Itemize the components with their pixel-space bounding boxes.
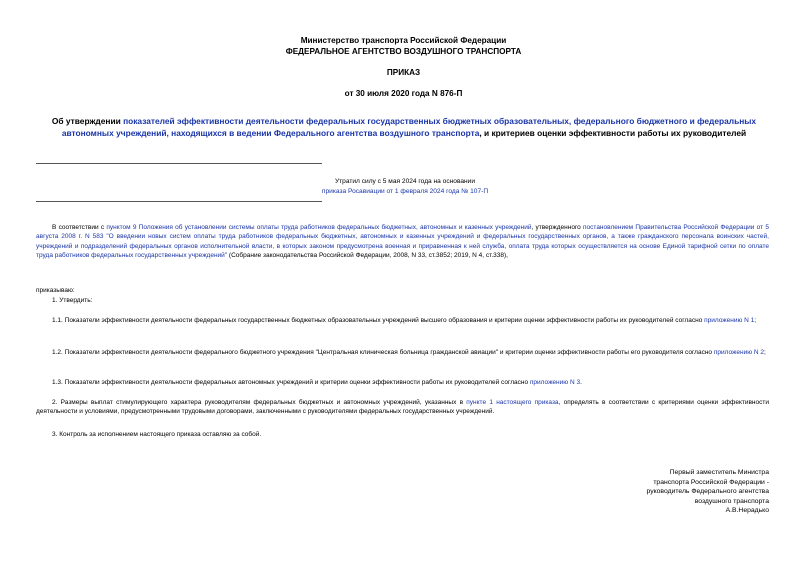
- item-2-text-1: 2. Размеры выплат стимулирующего характера руководителям федеральных бюджетных и автономных учреждений, указанных в: [52, 399, 467, 406]
- appendix-1-link[interactable]: приложению N 1: [704, 317, 755, 324]
- signature-line-3: руководитель Федерального агентства: [646, 488, 769, 496]
- preamble-text-2: , утвержденного: [531, 224, 584, 231]
- item-1-1: [36, 316, 769, 325]
- order-word: приказываю:: [36, 287, 75, 294]
- ministry-name: Министерство транспорта Российской Федерации: [300, 36, 507, 45]
- item-1-2-end: ;: [764, 349, 766, 356]
- item-1-3: [36, 378, 769, 387]
- signature-block: [569, 468, 769, 516]
- signature-line-2: транспорта Российской Федерации -: [653, 478, 769, 486]
- item-1-3-text: 1.3. Показатели эффективности деятельности федеральных автономных учреждений и критерии оценки эффективности работы их руководителей согласно: [52, 379, 530, 386]
- signature-line-4: воздушного транспорта: [694, 497, 769, 505]
- divider-bottom: [36, 201, 322, 202]
- signatory-name: А.В.Нерадько: [725, 507, 769, 515]
- preamble-text-3: (Собрание законодательства Российской Федерации, 2008, N 33, ст.3852; 2019, N 4, ст.338),: [227, 252, 508, 260]
- lost-force-note: [240, 177, 570, 197]
- item-1-3-end: .: [580, 379, 582, 386]
- item-1-1-text: 1.1. Показатели эффективности деятельности федеральных государственных бюджетных образовательных учреждений высшего образования и критерии оценки эффективности работы их руководителей согласно: [52, 317, 705, 324]
- title-link[interactable]: показателей эффективности деятельности федеральных государственных бюджетных образовательных, федерального бюджетного и федеральных автономных учреждений, находящихся в ведении Федерального агентства воздушного транспорта: [61, 116, 757, 138]
- preamble-text-1: В соответствии с: [52, 224, 107, 231]
- divider-top: [36, 163, 322, 164]
- item-1: 1. Утвердить:: [52, 297, 93, 304]
- appendix-3-link[interactable]: приложению N 3: [529, 379, 581, 386]
- item-2-text-2: , определять в соответствии с критериями оценки эффективности деятельности и условиями, предусмотренными трудовыми договорами, заключенными с руководителями федеральных государственных учреждений.: [36, 399, 769, 416]
- lost-force-text: Утратил силу с 5 мая 2024 года на основании: [334, 178, 476, 185]
- doc-header: [0, 35, 807, 99]
- item-1-2: [36, 348, 769, 357]
- doc-type: ПРИКАЗ: [386, 68, 421, 77]
- item-1-ref-link[interactable]: пункте 1 настоящего приказа: [466, 399, 559, 406]
- lost-force-link[interactable]: приказа Росавиации от 1 февраля 2024 года № 107-П: [321, 188, 489, 195]
- item-2: [36, 398, 769, 417]
- doc-title: [36, 115, 772, 139]
- signature-line-1: Первый заместитель Министра: [669, 469, 769, 476]
- item-1-1-end: ;: [754, 317, 757, 324]
- agency-name: ФЕДЕРАЛЬНОЕ АГЕНТСТВО ВОЗДУШНОГО ТРАНСПОРТА: [285, 47, 522, 56]
- preamble-link-decree[interactable]: постановлением Правительства Российской Федерации от 5 августа 2008 г. N 583 "О введении новых систем оплаты труда работников федеральных бюджетных, автономных и казенных учреждений и федеральных государственных органов, а также гражданского персонала воинских частей, учреждений и подразделений федеральных органов исполнительной власти, в которых законом предусмотрена военная и приравненная к ней служба, оплата труда которых осуществляется на основе Единой тарифной сетки по оплате труда работников федеральных государственных учреждений": [36, 224, 769, 260]
- title-prefix: Об утверждении: [51, 116, 124, 126]
- title-suffix: , и критериев оценки эффективности работы их руководителей: [479, 128, 747, 138]
- preamble: [36, 223, 769, 261]
- item-1-2-text: 1.2. Показатели эффективности деятельности федерального бюджетного учреждения "Центральная клиническая больница гражданской авиации" и критерии оценки эффективности работы его руководителя согласно: [52, 349, 714, 356]
- appendix-2-link[interactable]: приложению N 2: [713, 349, 765, 356]
- doc-date-number: от 30 июля 2020 года N 876-П: [344, 89, 463, 98]
- preamble-link-regulation[interactable]: пунктом 9 Положения об установлении системы оплаты труда работников федеральных бюджетных, автономных и казенных учреждений: [106, 224, 532, 231]
- item-3: 3. Контроль за исполнением настоящего приказа оставляю за собой.: [52, 431, 262, 438]
